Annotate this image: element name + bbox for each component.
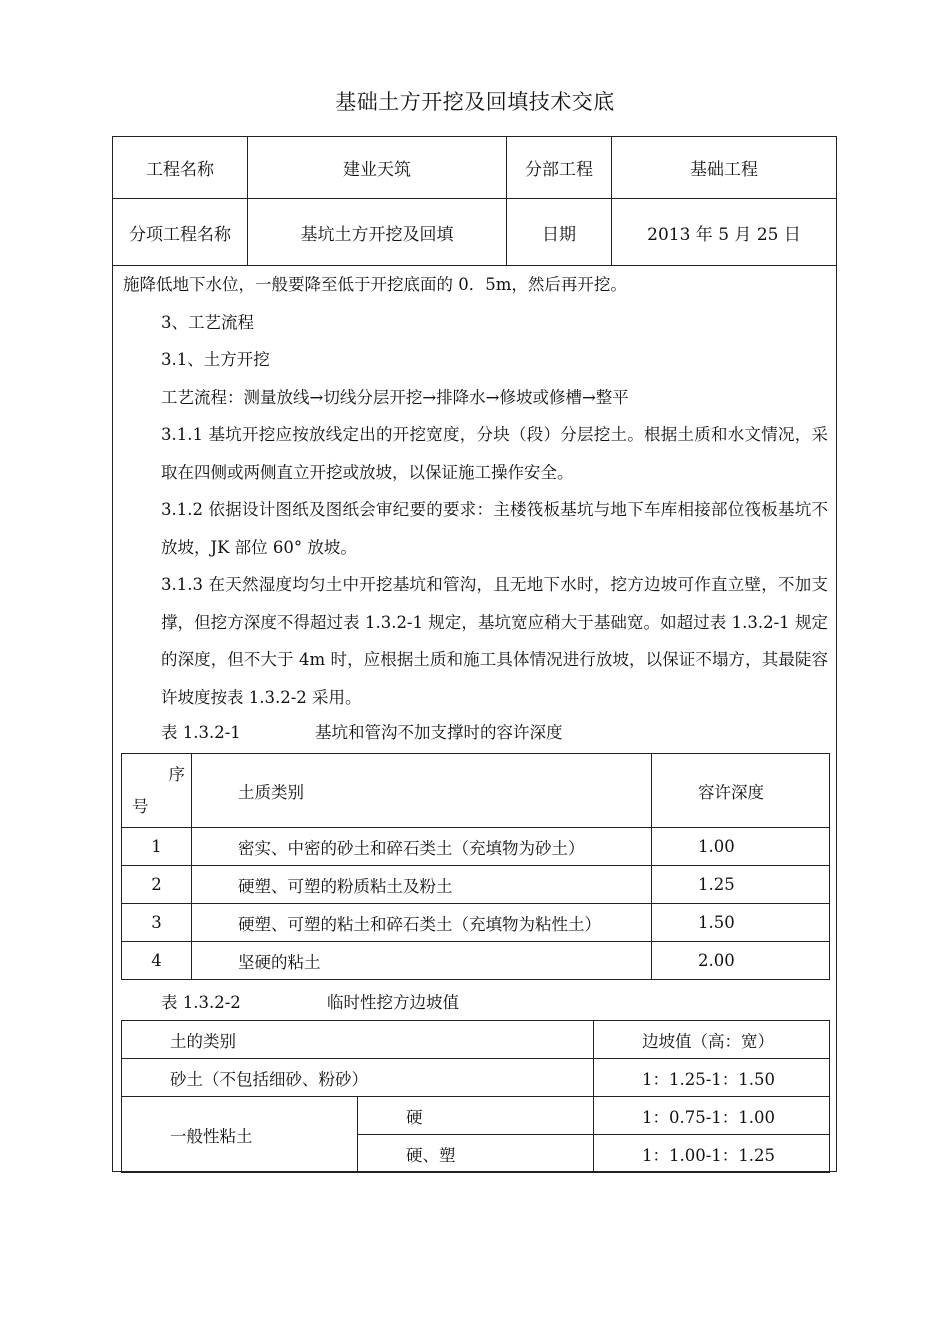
table1-row-no: 4 [122,942,192,980]
division-label: 分部工程 [507,137,612,198]
table2-caption-number: 表 1.3.2-2 [161,993,241,1012]
table1-row-soil: 硬塑、可塑的粉质粘土及粉土 [192,866,652,904]
table1-row-depth: 1.25 [652,866,830,904]
heading-process: 3、工艺流程 [161,312,254,332]
table1-header-row [122,754,830,828]
table1-row-depth: 2.00 [652,942,830,980]
table2-clay-slope: 1：1.00-1：1.25 [594,1135,830,1173]
table2-sand-type: 砂土（不包括细砂、粉砂） [122,1059,594,1097]
table1-row-no: 2 [122,866,192,904]
table2-clay-state: 硬、塑 [358,1135,594,1173]
date-value: 2013 年 5 月 25 日 [647,224,801,245]
table1-row-soil: 坚硬的粘土 [192,942,652,980]
paragraph-3-1-2: 3.1.2 依据设计图纸及图纸会审纪要的要求：主楼筏板基坑与地下车库相接部位筏板基坑不放坡，JK 部位 60° 放坡。 [161,500,828,557]
subitem-value: 基坑土方开挖及回填 [248,199,507,265]
table1-row-depth: 1.50 [652,904,830,942]
paragraph-3-1-3: 3.1.3 在天然湿度均匀土中开挖基坑和管沟，且无地下水时，挖方边坡可作直立壁，不加支撑，但挖方深度不得超过表 1.3.2-1 规定，基坑宽应稍大于基础宽。如超过表 1.3.2-1 规定的深度，但不大于 4m 时，应根据土质和施工具体情况进行放坡，以保证不塌方，其最陡容许坡度按表 1.3.2-2 采用。 [161,575,828,707]
table1-caption-title: 基坑和管沟不加支撑时的容许深度 [315,723,563,742]
heading-excavation: 3.1、土方开挖 [161,350,270,369]
table1-soil-header: 土质类别 [192,754,652,828]
table2-sand-slope: 1：1.25-1：1.50 [594,1059,830,1097]
table-row [122,1059,830,1097]
table1-row-no: 1 [122,828,192,866]
table1-row-depth: 1.00 [652,828,830,866]
table-row [122,942,830,980]
table-row [122,904,830,942]
allowable-depth-table [121,753,830,980]
project-name-value: 建业天筑 [248,137,507,198]
table2-slope-header: 边坡值（高：宽） [594,1021,830,1059]
table1-row-no: 3 [122,904,192,942]
disclosure-body [123,266,828,716]
table2-caption-title: 临时性挖方边坡值 [327,993,459,1012]
table1-seq-header-a: 序 [168,764,185,784]
table-row [122,828,830,866]
date-label: 日期 [507,199,612,265]
table-row [122,866,830,904]
table2-header-row [122,1021,830,1059]
subitem-label: 分项工程名称 [113,199,248,265]
table2-clay-state: 硬 [358,1097,594,1135]
table1-caption-number: 表 1.3.2-1 [161,723,241,742]
table1-row-soil: 硬塑、可塑的粘土和碎石类土（充填物为粘性土） [192,904,652,942]
paragraph-process-flow: 工艺流程：测量放线→切线分层开挖→排降水→修坡或修槽→整平 [161,387,629,407]
table1-seq-header [122,754,192,828]
header-row-2 [113,199,836,266]
table1-seq-header-b: 号 [132,796,149,816]
table-row [122,1097,830,1135]
disclosure-form [112,136,837,1172]
slope-value-table [121,1020,830,1173]
table2-clay-type: 一般性粘土 [122,1097,358,1173]
table2-type-header: 土的类别 [122,1021,594,1059]
paragraph-water-level: 施降低地下水位，一般要降至低于开挖底面的 0．5m，然后再开挖。 [123,275,627,294]
table1-row-soil: 密实、中密的砂土和碎石类土（充填物为砂土） [192,828,652,866]
header-row-1 [113,137,836,199]
document-title: 基础土方开挖及回填技术交底 [335,90,615,114]
project-name-label: 工程名称 [113,137,248,198]
table1-depth-header: 容许深度 [652,754,830,828]
division-value: 基础工程 [690,160,758,180]
paragraph-3-1-1: 3.1.1 基坑开挖应按放线定出的开挖宽度，分块（段）分层挖土。根据土质和水文情况，采取在四侧或两侧直立开挖或放坡，以保证施工操作安全。 [161,425,828,482]
table2-clay-slope: 1：0.75-1：1.00 [594,1097,830,1135]
